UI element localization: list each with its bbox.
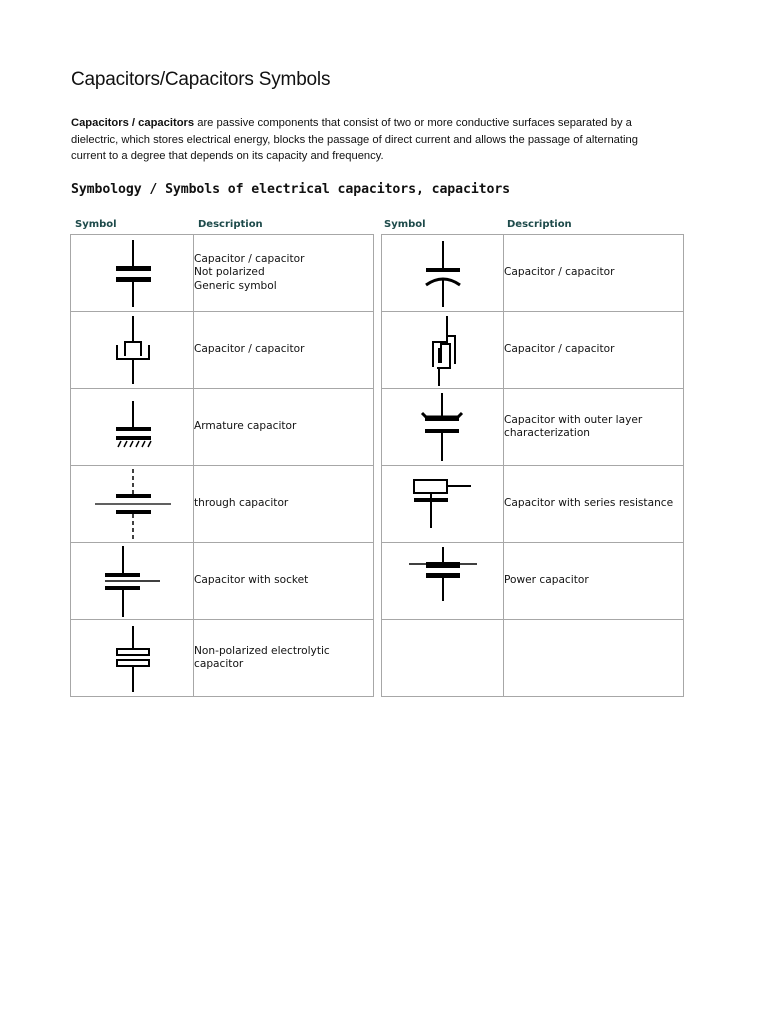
- symbol-cell-empty: [382, 620, 504, 697]
- description-cell: Capacitor / capacitor: [194, 312, 374, 389]
- left-header-description: Description: [198, 219, 263, 230]
- table-row: [382, 235, 684, 312]
- table-row: [71, 620, 374, 697]
- right-symbol-table: [381, 234, 684, 697]
- right-header-symbol: Symbol: [384, 219, 426, 230]
- symbol-cell: [71, 543, 194, 620]
- description-cell: Capacitor with series resistance: [504, 466, 684, 543]
- table-row: [382, 620, 684, 697]
- table-row: [71, 543, 374, 620]
- description-cell-empty: [504, 620, 684, 697]
- description-cell: Power capacitor: [504, 543, 684, 620]
- intro-text: are passive components that consist of two or more conductive surfaces separated by a dielectric, which stores electrical energy, blocks the passage of direct current and allows the passage of alternating current to a degree that depends on its capacity and frequency.: [71, 117, 638, 162]
- description-cell: Non-polarized electrolytic capacitor: [194, 620, 374, 697]
- symbol-cell: [382, 543, 504, 620]
- intro-bold-term: Capacitors / capacitors: [71, 117, 195, 129]
- symbol-cell: [71, 389, 194, 466]
- description-cell: Capacitor / capacitor: [504, 312, 684, 389]
- page-title: Capacitors/Capacitors Symbols: [71, 69, 331, 90]
- capacitor-cup-icon: [71, 312, 193, 388]
- power-capacitor-icon: [382, 543, 504, 619]
- capacitor-curved-plate-icon: [382, 235, 504, 311]
- capacitor-series-resistance-icon: [382, 466, 504, 542]
- symbol-cell: [71, 312, 194, 389]
- symbol-cell: [71, 466, 194, 543]
- section-title: Symbology / Symbols of electrical capacitors, capacitors: [71, 182, 511, 197]
- table-row: [71, 389, 374, 466]
- table-row: [71, 235, 374, 312]
- armature-capacitor-icon: [71, 389, 193, 465]
- description-cell: Capacitor with socket: [194, 543, 374, 620]
- table-row: [71, 312, 374, 389]
- capacitor-generic-icon: [71, 235, 193, 311]
- description-cell: Capacitor with outer layer characterization: [504, 389, 684, 466]
- right-header-description: Description: [507, 219, 572, 230]
- capacitor-interleaved-icon: [382, 312, 504, 388]
- table-row: [382, 466, 684, 543]
- intro-paragraph: [71, 115, 671, 165]
- symbol-cell: [382, 235, 504, 312]
- table-row: [382, 312, 684, 389]
- through-capacitor-icon: [71, 466, 193, 542]
- description-cell: Capacitor / capacitor: [504, 235, 684, 312]
- symbol-cell: [71, 620, 194, 697]
- symbol-cell: [382, 389, 504, 466]
- left-symbol-table: [70, 234, 374, 697]
- symbol-cell: [382, 466, 504, 543]
- left-header-symbol: Symbol: [75, 219, 117, 230]
- description-cell: Capacitor / capacitor Not polarized Generic symbol: [194, 235, 374, 312]
- table-row: [382, 389, 684, 466]
- table-row: [71, 466, 374, 543]
- description-cell: Armature capacitor: [194, 389, 374, 466]
- capacitor-outer-layer-icon: [382, 389, 504, 465]
- symbol-cell: [382, 312, 504, 389]
- non-polarized-electrolytic-capacitor-icon: [71, 620, 193, 696]
- capacitor-with-socket-icon: [71, 543, 193, 619]
- symbol-cell: [71, 235, 194, 312]
- table-row: [382, 543, 684, 620]
- description-cell: through capacitor: [194, 466, 374, 543]
